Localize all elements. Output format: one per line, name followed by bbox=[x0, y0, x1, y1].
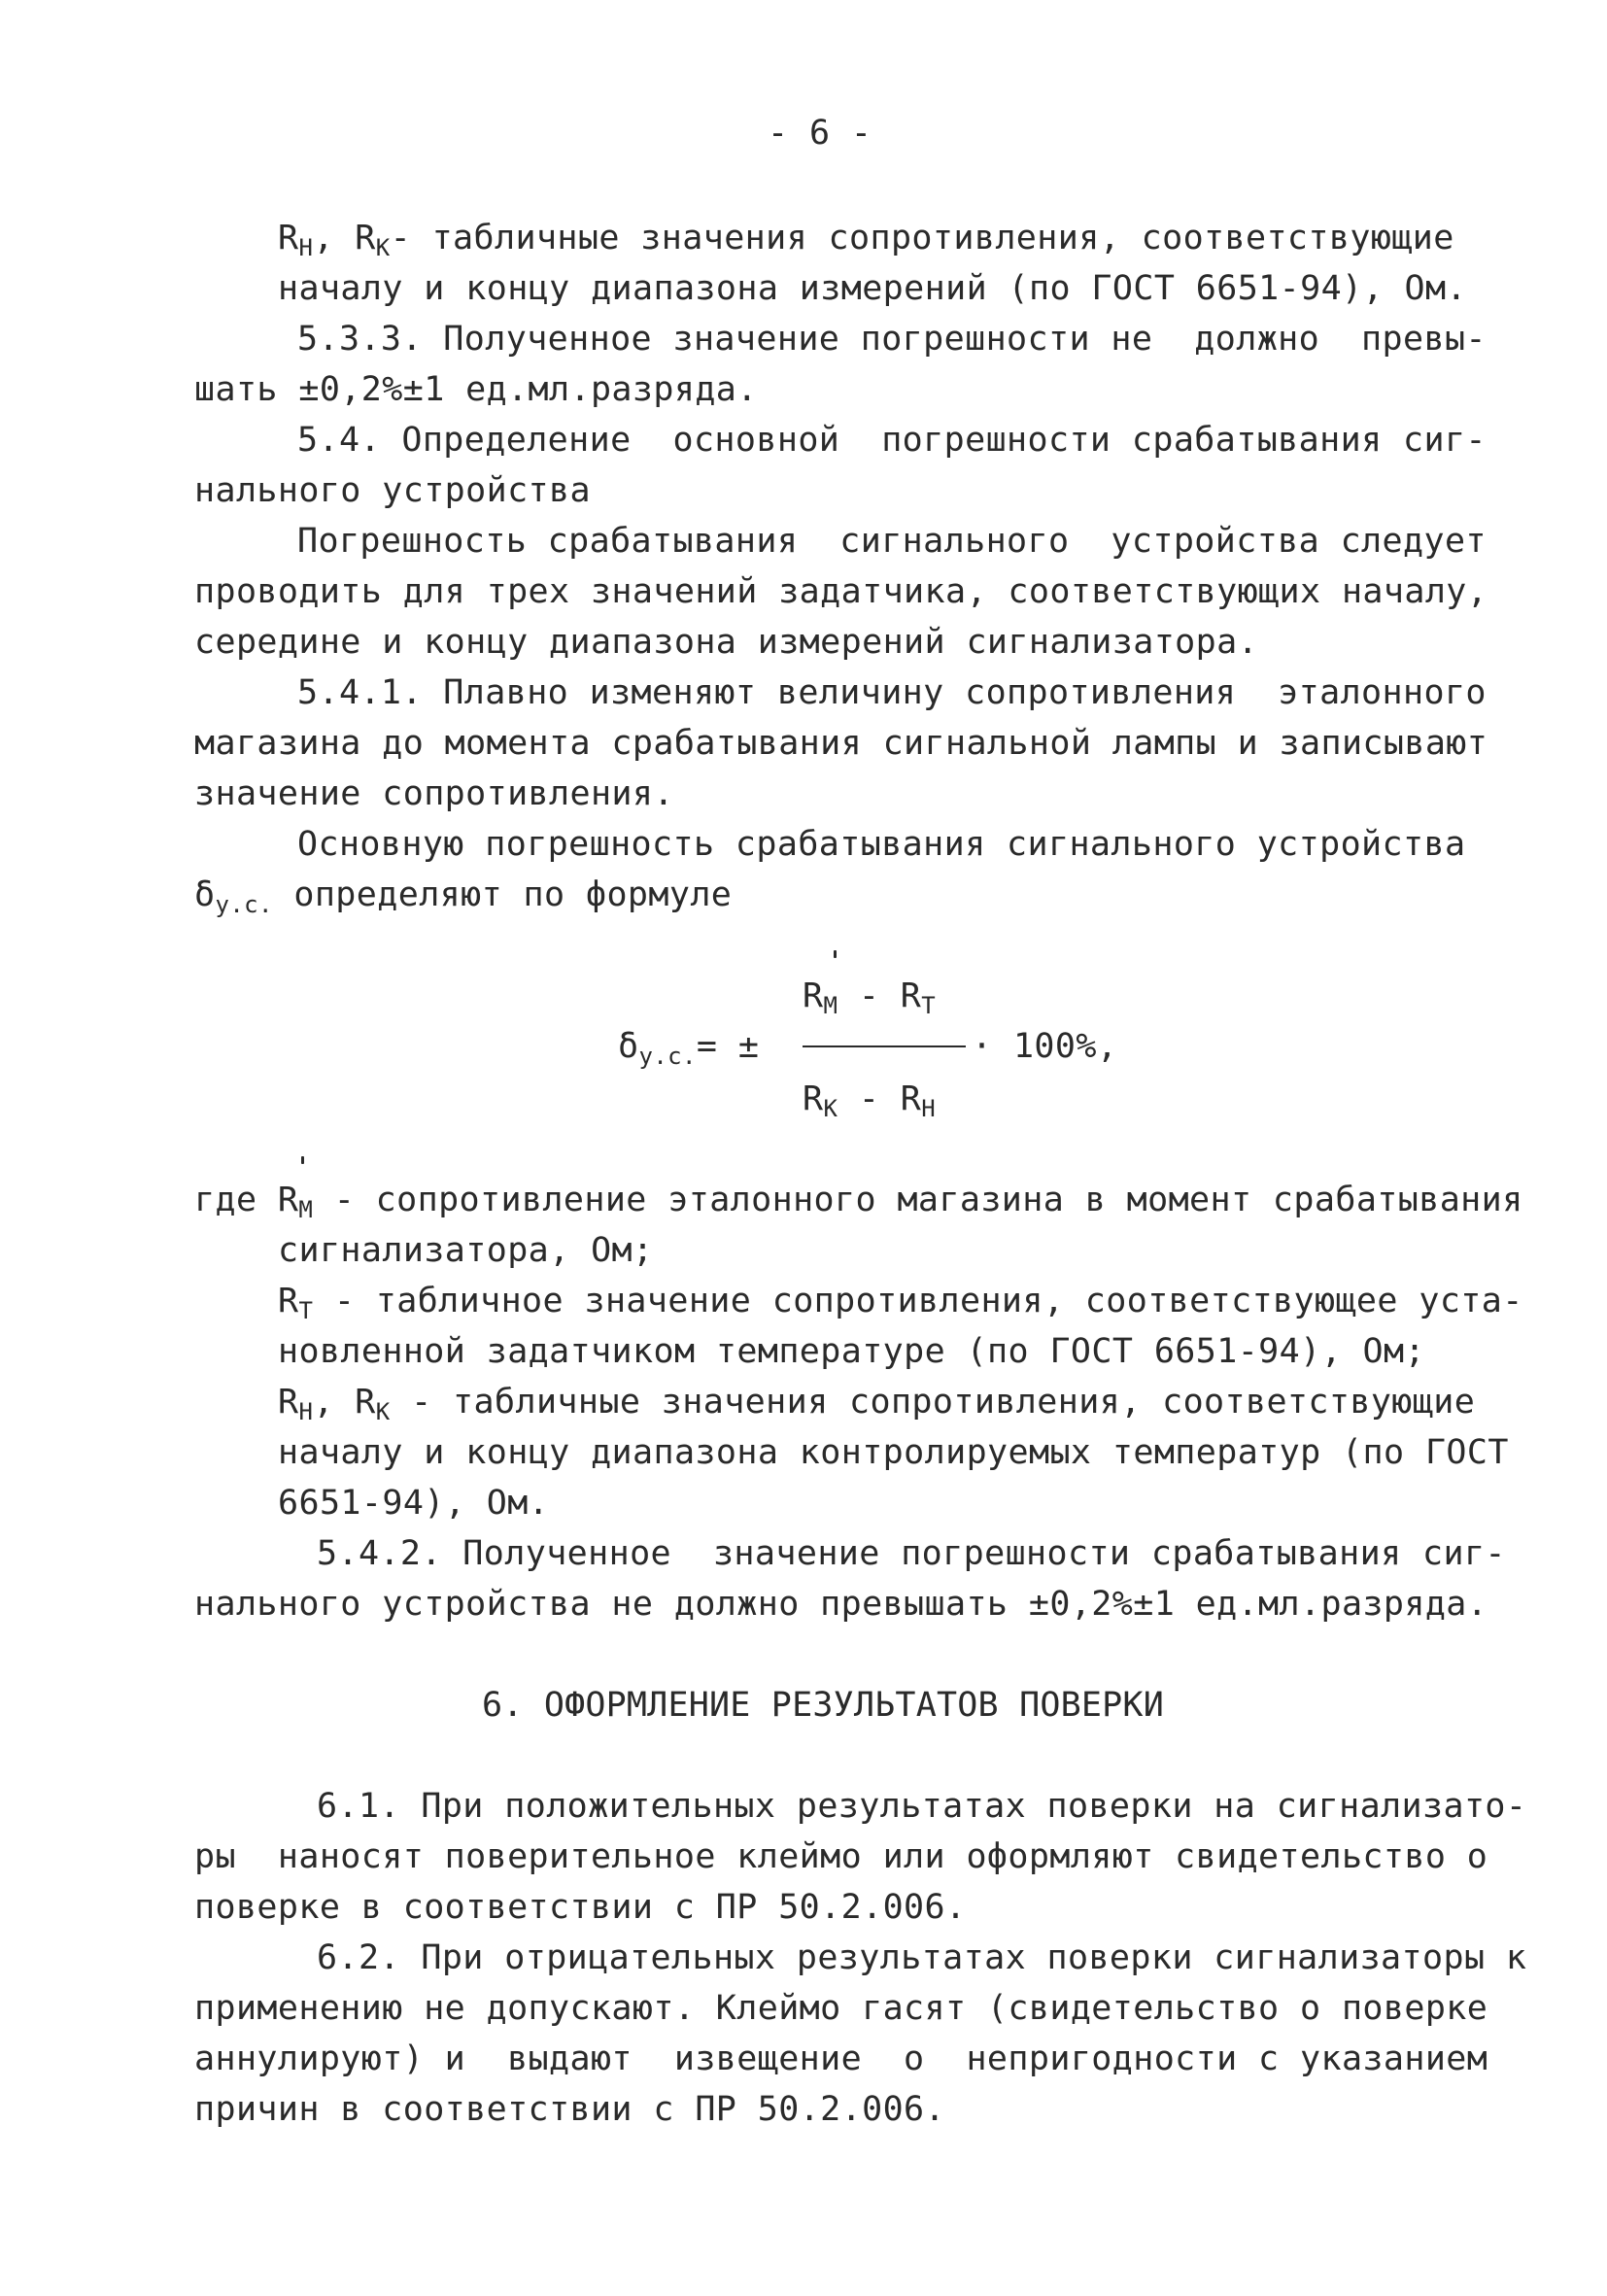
intro-line-1: $R_Н$, $R_К-$ табличные значения сопротивления, соответствующие bbox=[278, 219, 1454, 261]
formula-rhs: · 100%, bbox=[972, 1027, 1118, 1066]
where-r-m-line-2: сигнализатора, Ом; bbox=[278, 1231, 654, 1270]
subscript-h: Н bbox=[298, 234, 314, 261]
para-error-line-1: Погрешность срабатывания сигнального устройства следует bbox=[297, 522, 1487, 561]
para-6-1-line-1: 6.1. При положительных результатах поверки на сигнализато- bbox=[317, 1787, 1527, 1826]
where-r-t-line-1: $R_Т$ - табличное значение сопротивления, соответствующее уста- bbox=[278, 1282, 1523, 1324]
formula-denominator: $R_К - R_Н$ bbox=[803, 1079, 937, 1122]
para-6-1-line-3: поверке в соответствии с ПР 50.2.006. bbox=[194, 1888, 967, 1927]
para-5-4-2-line-1: 5.4.2. Полученное значение погрешности срабатывания сиг- bbox=[317, 1534, 1506, 1573]
para-5-4-1-line-3: значение сопротивления. bbox=[194, 774, 674, 813]
para-6-2-line-2: применению не допускают. Клеймо гасят (свидетельство о поверке bbox=[194, 1989, 1488, 2028]
formula-lhs: $\delta_{у.с.}=$ ± bbox=[618, 1027, 760, 1070]
where-r-m-line-1: где $R_М$ - сопротивление эталонного магазина в момент срабатывания bbox=[194, 1181, 1523, 1223]
section-6-title: 6. ОФОРМЛЕНИЕ РЕЗУЛЬТАТОВ ПОВЕРКИ bbox=[482, 1686, 1164, 1725]
intro-line-1-text: - табличные значения сопротивления, соответствующие bbox=[390, 219, 1454, 257]
subscript-k: К bbox=[375, 234, 391, 261]
para-6-2-line-4: причин в соответствии с ПР 50.2.006. bbox=[194, 2090, 945, 2129]
symbol-r-k: R bbox=[355, 219, 376, 257]
intro-line-2: началу и концу диапазона измерений (по ГОСТ 6651-94), Ом. bbox=[278, 269, 1467, 308]
para-6-2-line-1: 6.2. При отрицательных результатах поверки сигнализаторы к bbox=[317, 1938, 1527, 1977]
para-5-4-1-line-1: 5.4.1. Плавно изменяют величину сопротивления эталонного bbox=[297, 673, 1487, 712]
symbol-r-h: R bbox=[278, 219, 299, 257]
para-error-line-2: проводить для трех значений задатчика, соответствующих началу, bbox=[194, 572, 1488, 611]
para-6-2-line-3: аннулируют) и выдают извещение о непригодности с указанием bbox=[194, 2039, 1488, 2078]
where-prime-mark bbox=[301, 1156, 304, 1164]
para-main-error-line-1: Основную погрешность срабатывания сигнального устройства bbox=[297, 825, 1466, 864]
formula-numerator-prime-mark bbox=[834, 950, 837, 958]
para-6-1-line-2: ры наносят поверительное клеймо или оформляют свидетельство о bbox=[194, 1837, 1488, 1876]
para-5-4-line-2: нального устройства bbox=[194, 471, 591, 510]
para-error-line-3: середине и концу диапазона измерений сигнализатора. bbox=[194, 623, 1259, 662]
page-number: - 6 - bbox=[768, 114, 872, 153]
para-5-4-1-line-2: магазина до момента срабатывания сигнальной лампы и записывают bbox=[194, 724, 1488, 763]
para-5-3-3-line-1: 5.3.3. Полученное значение погрешности не должно превы- bbox=[297, 320, 1487, 359]
para-main-error-line-2 bbox=[194, 875, 733, 918]
where-r-hk-line-1: $R_Н$, $R_К$ - табличные значения сопротивления, соответствующие bbox=[278, 1383, 1476, 1425]
where-r-t-line-2: новленной задатчиком температуре (по ГОСТ 6651-94), Ом; bbox=[278, 1332, 1425, 1371]
para-5-4-line-1: 5.4. Определение основной погрешности срабатывания сиг- bbox=[297, 421, 1487, 460]
subscript-u-s: у.с. bbox=[215, 891, 273, 918]
para-5-3-3-line-2: шать ±0,2%±1 ед.мл.разряда. bbox=[194, 370, 758, 409]
where-r-hk-line-3: 6651-94), Ом. bbox=[278, 1484, 550, 1523]
formula-numerator: $R_М - R_Т$ bbox=[803, 977, 937, 1019]
symbol-delta: δ bbox=[194, 875, 216, 914]
where-r-hk-line-2: началу и концу диапазона контролируемых температур (по ГОСТ bbox=[278, 1433, 1509, 1472]
para-main-error-line-2-text: определяют по формуле bbox=[272, 875, 733, 914]
para-5-4-2-line-2: нального устройства не должно превышать ±0,2%±1 ед.мл.разряда. bbox=[194, 1585, 1488, 1624]
formula-fraction-bar bbox=[803, 1045, 966, 1047]
